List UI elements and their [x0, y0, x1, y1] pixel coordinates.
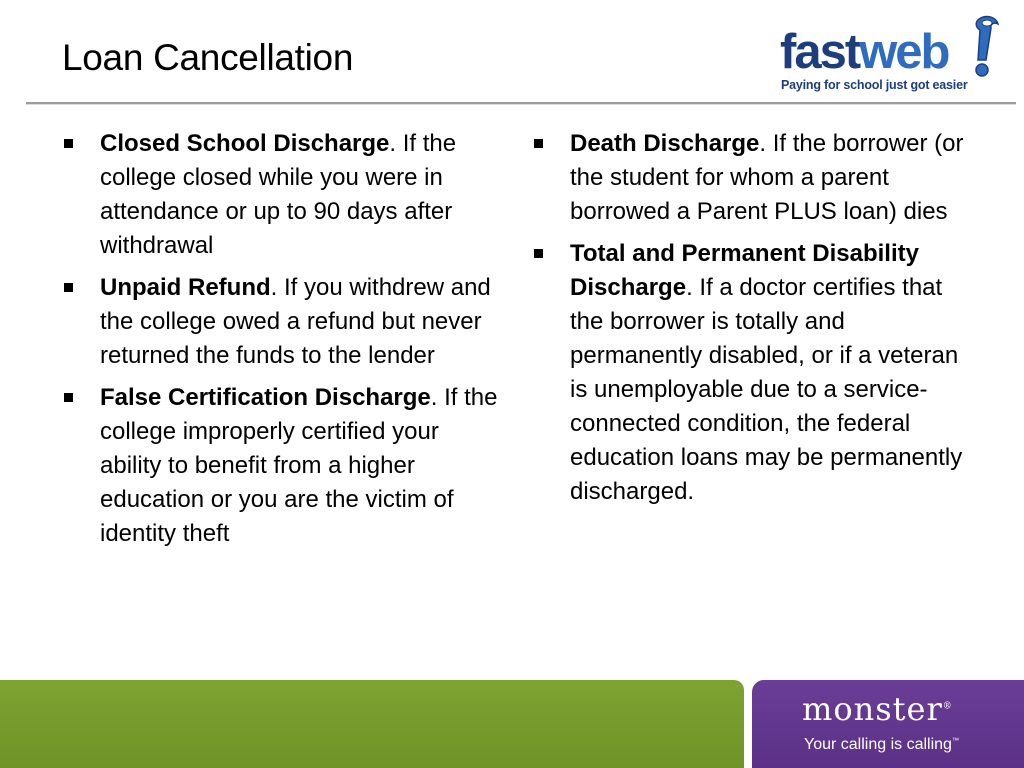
logo-word-web: web [859, 25, 949, 79]
square-bullet-icon [64, 283, 73, 292]
list-item [62, 127, 502, 263]
item-text: . If the borrower (or the student for whom a parent borrowed a Parent PLUS loan) dies [570, 130, 964, 225]
square-bullet-icon [534, 249, 543, 258]
logo-tagline: Paying for school just got easier [781, 78, 968, 92]
item-text: . If the college closed while you were in attendance or up to 90 days after withdrawal [100, 130, 457, 259]
list-item [532, 237, 972, 509]
item-heading: False Certification Discharge [100, 384, 431, 411]
square-bullet-icon [64, 393, 73, 402]
item-heading: Unpaid Refund [100, 274, 271, 301]
item-heading: Death Discharge [570, 130, 760, 157]
list-item [62, 271, 502, 373]
exclamation-mascot-icon [964, 14, 1004, 78]
slide-title: Loan Cancellation [62, 37, 354, 78]
registered-mark: ® [942, 701, 953, 712]
logo-wordmark [780, 25, 949, 79]
monster-tagline-text: Your calling is calling [804, 736, 952, 753]
monster-wordmark: monster [802, 690, 943, 728]
item-text: . If you withdrew and the college owed a refund but never returned the funds to the lender [100, 274, 491, 369]
item-heading: Total and Permanent Disability Discharge [570, 240, 919, 301]
item-text: . If the college improperly certified your ability to benefit from a higher education or you are the victim of identity theft [100, 384, 498, 547]
monster-tagline [804, 736, 959, 754]
fastweb-logo [778, 14, 1008, 96]
list-item [532, 127, 972, 229]
header-divider-shadow [26, 104, 1016, 105]
right-column-list [532, 127, 972, 517]
footer-green-band [0, 680, 744, 768]
trademark-mark: ™ [951, 737, 959, 745]
left-column-list [62, 127, 502, 559]
logo-word-fast: fast [780, 25, 860, 79]
list-item [62, 381, 502, 551]
square-bullet-icon [534, 139, 543, 148]
footer-monster-band [752, 680, 1024, 768]
item-text: . If a doctor certifies that the borrower is totally and permanently disabled, or if a veteran is unemployable due to a service-connected condition, the federal education loans may be permanently discharged. [570, 274, 963, 505]
square-bullet-icon [64, 139, 73, 148]
monster-logo [802, 690, 953, 728]
item-heading: Closed School Discharge [100, 130, 390, 157]
